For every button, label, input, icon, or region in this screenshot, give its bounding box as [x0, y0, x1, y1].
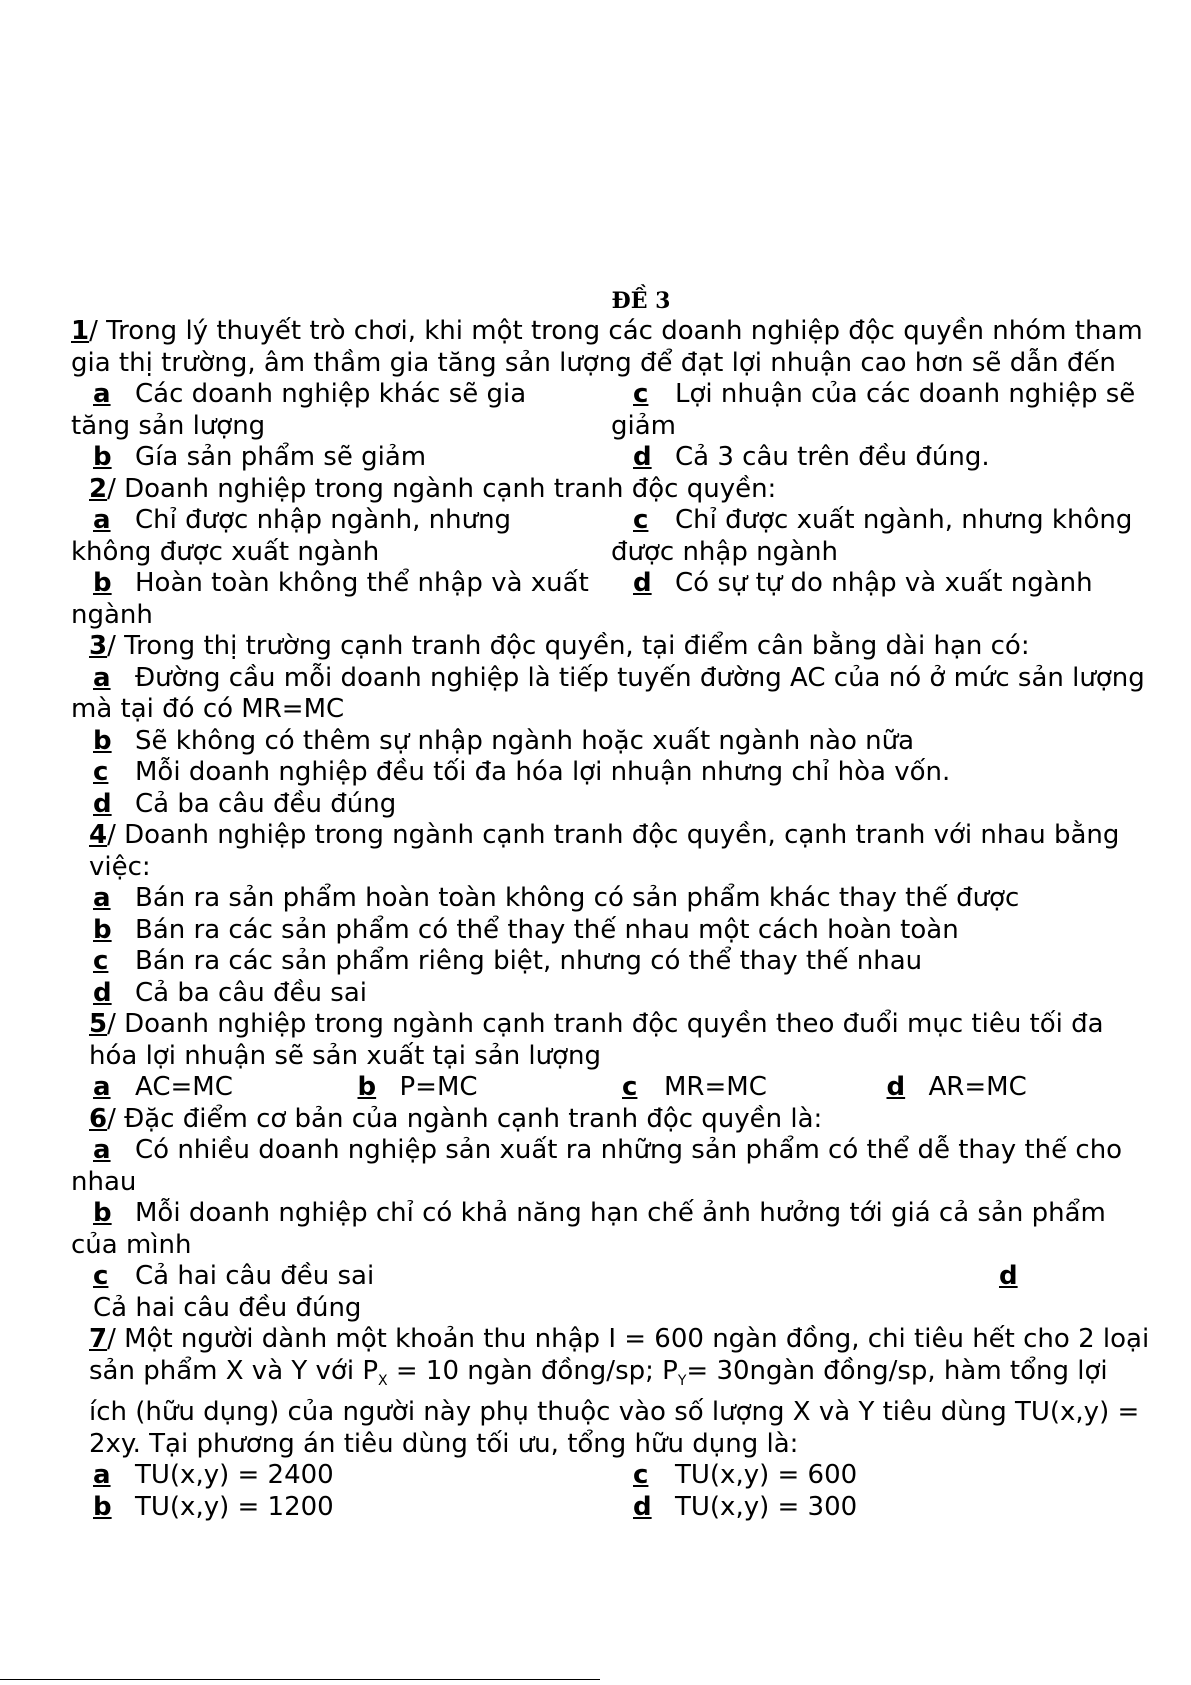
option-letter: d [633, 442, 652, 472]
option-letter: c [633, 379, 649, 409]
question-text: / Trong thị trường cạnh tranh độc quyền, tại điểm cân bằng dài hạn có: [107, 631, 1030, 661]
option-d[interactable] [71, 789, 1151, 821]
option-text: Bán ra các sản phẩm có thể thay thế nhau một cách hoàn toàn [135, 914, 959, 945]
options-row [71, 568, 1151, 631]
option-c[interactable] [71, 757, 1151, 789]
option-text: Chỉ được xuất ngành, nhưng không được nhập ngành [611, 505, 1133, 567]
options-row [71, 1261, 1151, 1293]
question-number: 6 [89, 1103, 108, 1134]
question-text: / Doanh nghiệp trong ngành cạnh tranh độc quyền theo đuổi mục tiêu tối đa hóa lợi nhuận sẽ sản xuất tại sản lượng [89, 1009, 1104, 1071]
option-b[interactable] [71, 1198, 1151, 1261]
option-c[interactable] [611, 1460, 1151, 1492]
option-letter: b [93, 568, 112, 598]
option-text: Các doanh nghiệp khác sẽ gia tăng sản lượng [71, 379, 527, 441]
option-letter: d [886, 1072, 906, 1102]
question-number: 5 [89, 1009, 108, 1039]
option-letter: d [633, 1491, 652, 1522]
option-d-letter[interactable] [999, 1261, 1041, 1293]
question-text: / Một người dành một khoản thu nhập I = 600 ngàn đồng, chi tiêu hết cho 2 loại sản phẩm X và Y với P [89, 1324, 1150, 1386]
option-text: Cả 3 câu trên đều đúng. [675, 442, 990, 472]
option-b[interactable] [71, 1492, 611, 1524]
option-d[interactable] [611, 442, 1151, 474]
option-c[interactable] [622, 1072, 887, 1104]
question-text: = 30ngàn đồng/sp, hàm tổng lợi ích (hữu dụng) của người này phụ thuộc vào số lượng X và Y tiêu dùng TU(x,y) = 2xy. Tại phương án tiêu dùng tối ưu, tổng hữu dụng là: [89, 1355, 1140, 1459]
option-letter: b [93, 725, 112, 756]
option-c[interactable] [611, 505, 1151, 568]
option-text: Gía sản phẩm sẽ giảm [135, 442, 427, 472]
question-text: = 10 ngàn đồng/sp; P [387, 1355, 678, 1386]
option-b[interactable] [71, 915, 1151, 947]
option-letter: a [93, 1460, 111, 1491]
option-letter: b [93, 1198, 112, 1228]
option-letter: c [93, 946, 109, 976]
option-letter: c [633, 1460, 649, 1491]
option-text: Cả hai câu đều sai [135, 1261, 375, 1291]
option-text: Cả ba câu đều đúng [135, 788, 397, 819]
question-text: / Doanh nghiệp trong ngành cạnh tranh độc quyền: [107, 473, 777, 504]
option-text: Sẽ không có thêm sự nhập ngành hoặc xuất ngành nào nữa [135, 725, 915, 756]
question-text: / Đặc điểm cơ bản của ngành cạnh tranh độc quyền là: [107, 1103, 823, 1134]
option-text: AR=MC [928, 1072, 1027, 1102]
options-row [71, 505, 1151, 568]
option-letter: a [93, 1135, 111, 1165]
question-3 [71, 631, 1151, 663]
option-a[interactable] [71, 379, 611, 442]
option-letter: b [93, 442, 112, 472]
option-d-text [71, 1293, 1151, 1325]
option-text: TU(x,y) = 2400 [135, 1460, 334, 1491]
option-b[interactable] [71, 568, 611, 631]
question-number: 2 [89, 473, 108, 504]
option-letter: c [622, 1072, 638, 1102]
option-letter: c [633, 505, 649, 535]
question-number: 7 [89, 1324, 108, 1354]
option-letter: a [93, 379, 111, 409]
question-number: 1 [71, 316, 90, 346]
question-6 [71, 1104, 1151, 1136]
option-letter: a [93, 505, 111, 535]
option-letter: a [93, 662, 111, 693]
option-letter: d [633, 568, 652, 598]
exam-document [71, 286, 1151, 1523]
option-letter: d [93, 977, 112, 1008]
option-letter: b [93, 914, 112, 945]
option-letter: c [93, 757, 109, 787]
option-b[interactable] [71, 726, 1151, 758]
option-letter: c [93, 1261, 109, 1291]
option-text: Có nhiều doanh nghiệp sản xuất ra những sản phẩm có thể dễ thay thế cho nhau [71, 1135, 1123, 1197]
subscript-y: Y [677, 1372, 687, 1389]
option-text: Đường cầu mỗi doanh nghiệp là tiếp tuyến đường AC của nó ở mức sản lượng mà tại đó có MR=MC [71, 662, 1145, 724]
option-text: Lợi nhuận của các doanh nghiệp sẽ giảm [611, 379, 1136, 441]
option-text: Có sự tự do nhập và xuất ngành [675, 568, 1093, 598]
option-letter: b [357, 1072, 377, 1102]
question-7 [71, 1324, 1151, 1460]
question-5 [71, 1009, 1151, 1072]
option-a[interactable] [71, 505, 611, 568]
question-2 [71, 474, 1151, 506]
option-letter: d [93, 788, 112, 819]
subscript-x: X [378, 1372, 388, 1389]
option-a[interactable] [71, 883, 1151, 915]
option-a[interactable] [93, 1072, 358, 1104]
options-row [71, 1492, 1151, 1524]
option-text: Cả ba câu đều sai [135, 977, 367, 1008]
option-a[interactable] [71, 1135, 1151, 1198]
option-b[interactable] [358, 1072, 623, 1104]
option-d[interactable] [611, 568, 1151, 631]
option-a[interactable] [71, 1460, 611, 1492]
option-d[interactable] [611, 1492, 1151, 1524]
options-row [71, 1072, 1151, 1104]
option-c[interactable] [71, 946, 1151, 978]
question-text: / Trong lý thuyết trò chơi, khi một trong các doanh nghiệp độc quyền nhóm tham gia thị trường, âm thầm gia tăng sản lượng để đạt lợi nhuận cao hơn sẽ dẫn đến [71, 316, 1143, 378]
option-text: TU(x,y) = 1200 [135, 1491, 334, 1522]
option-c[interactable] [611, 379, 1151, 442]
option-letter: b [93, 1491, 112, 1522]
option-letter: d [999, 1261, 1018, 1291]
option-a[interactable] [71, 663, 1151, 726]
option-text: TU(x,y) = 300 [675, 1491, 858, 1522]
option-c[interactable] [93, 1261, 374, 1293]
option-text: TU(x,y) = 600 [675, 1460, 858, 1491]
option-letter: a [93, 1072, 111, 1102]
option-b[interactable] [71, 442, 611, 474]
option-text: Hoàn toàn không thể nhập và xuất ngành [71, 568, 589, 630]
option-d[interactable] [71, 978, 1151, 1010]
option-text: Bán ra sản phẩm hoàn toàn không có sản phẩm khác thay thế được [135, 883, 1020, 913]
option-text: Cả hai câu đều đúng [93, 1292, 362, 1323]
option-text: P=MC [399, 1072, 478, 1102]
bottom-divider [0, 1679, 600, 1680]
exam-title: ĐỀ 3 [611, 288, 671, 314]
question-number: 4 [89, 820, 108, 850]
options-row [71, 1460, 1151, 1492]
option-text: Mỗi doanh nghiệp đều tối đa hóa lợi nhuận nhưng chỉ hòa vốn. [135, 757, 951, 787]
option-d[interactable] [887, 1072, 1152, 1104]
option-text: Chỉ được nhập ngành, nhưng không được xuất ngành [71, 505, 512, 567]
option-text: Bán ra các sản phẩm riêng biệt, nhưng có thể thay thế nhau [135, 946, 923, 976]
option-letter: a [93, 883, 111, 913]
option-text: AC=MC [135, 1072, 233, 1102]
question-number: 3 [89, 631, 108, 661]
option-text: Mỗi doanh nghiệp chỉ có khả năng hạn chế ảnh hưởng tới giá cả sản phẩm của mình [71, 1198, 1106, 1260]
question-1 [71, 316, 1151, 379]
option-text: MR=MC [664, 1072, 767, 1102]
question-4 [71, 820, 1151, 883]
options-row [71, 442, 1151, 474]
question-text: / Doanh nghiệp trong ngành cạnh tranh độc quyền, cạnh tranh với nhau bằng việc: [89, 820, 1120, 882]
options-row [71, 379, 1151, 442]
